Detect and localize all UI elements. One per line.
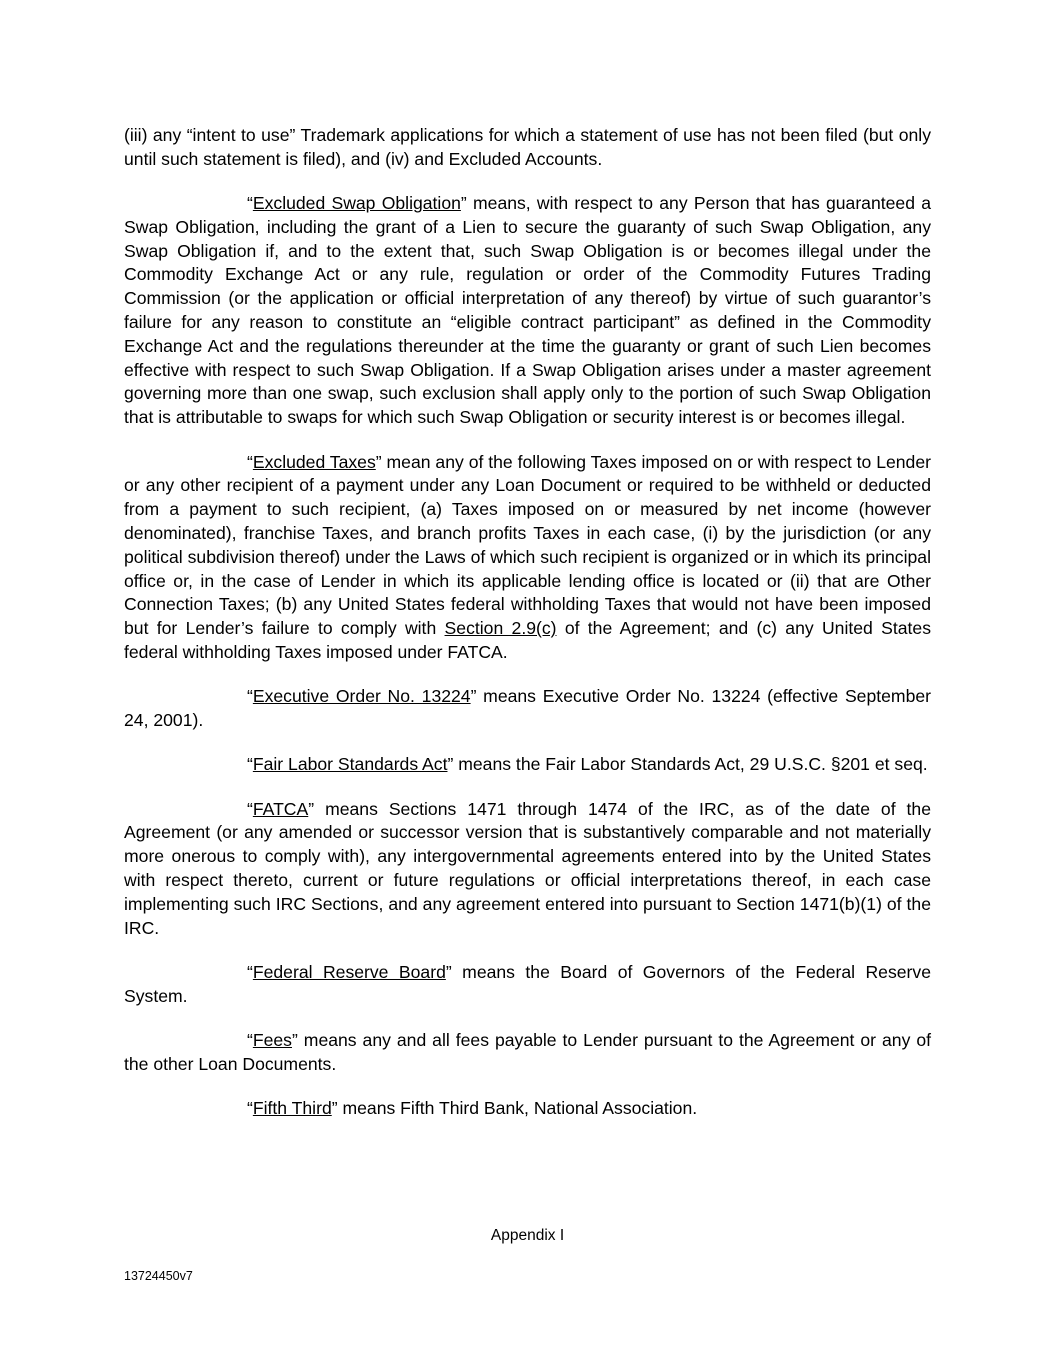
definition-text-continued: of the Agreement; and (c) any United States federal withholding Taxes imposed under FATCA. — [124, 618, 932, 662]
open-quote: “ — [247, 1098, 253, 1119]
open-quote: “ — [247, 798, 253, 819]
defined-term: Excluded Taxes — [252, 451, 376, 472]
document-id: 13724450v7 — [124, 1269, 193, 1283]
definition-excluded-taxes — [124, 451, 931, 665]
open-quote: “ — [247, 961, 253, 982]
definition-fair-labor-standards-act — [124, 753, 931, 777]
open-quote: “ — [247, 193, 253, 214]
definition-text: ” means any and all fees payable to Lender pursuant to the Agreement or any of the other Loan Documents. — [124, 1030, 931, 1074]
defined-term: Fees — [252, 1030, 292, 1050]
definition-fees — [124, 1029, 931, 1077]
defined-term: Executive Order No. 13224 — [252, 686, 471, 707]
defined-term: Fifth Third — [252, 1098, 332, 1119]
definition-text: ” mean any of the following Taxes imposed on or with respect to Lender or any other recipient of a payment under any Loan Document or required to be withheld or deducted from a payment to such recipient, (a) Taxes imposed on or measured by net income (however denominated), franchise Taxes, and branch profits Taxes in each case, (i) by the jurisdiction (or any political subdivision thereof) under the Laws of which such recipient is organized or in which its principal office or, in the case of Lender in which its applicable lending office is located or (ii) that are Other Connection Taxes; (b) any United States federal withholding Taxes that would not have been imposed but for Lender’s failure to comply with — [124, 451, 931, 639]
open-quote: “ — [247, 451, 253, 472]
open-quote: “ — [247, 754, 253, 775]
open-quote: “ — [247, 1030, 253, 1050]
defined-term: Fair Labor Standards Act — [252, 754, 448, 775]
defined-term: Federal Reserve Board — [252, 961, 446, 982]
document-body — [124, 124, 931, 1141]
section-reference: Section 2.9(c) — [444, 618, 557, 639]
definition-fatca — [124, 798, 931, 941]
definition-fifth-third — [124, 1097, 931, 1121]
definition-federal-reserve-board — [124, 961, 931, 1009]
definition-executive-order — [124, 685, 931, 733]
page-footer-label: Appendix I — [490, 1227, 565, 1244]
open-quote: “ — [247, 686, 253, 707]
definition-text: ” means Executive Order No. 13224 (effective September 24, 2001). — [124, 686, 932, 731]
defined-term: FATCA — [252, 798, 309, 819]
defined-term: Excluded Swap Obligation — [252, 193, 461, 214]
definition-text: ” means the Fair Labor Standards Act, 29 U.S.C. §201 et seq. — [447, 754, 928, 775]
definition-excluded-swap-obligation — [124, 192, 931, 430]
paragraph-text: (iii) any “intent to use” Trademark applications for which a statement of use has not been filed (but only until such statement is filed), and (iv) and Excluded Accounts. — [124, 125, 931, 169]
definition-text: ” means Sections 1471 through 1474 of the IRC, as of the date of the Agreement (or any amended or successor version that is substantively comparable and not materially more onerous to comply with), any intergovernmental agreements entered into by the United States with respect thereto, current or future regulations or official interpretations thereof, in each case implementing such IRC Sections, and any agreement entered into pursuant to Section 1471(b)(1) of the IRC. — [124, 798, 931, 938]
definition-text: ” means, with respect to any Person that has guaranteed a Swap Obligation, including the grant of a Lien to secure the guaranty of such Swap Obligation, any Swap Obligation if, and to the extent that, such Swap Obligation is or becomes illegal under the Commodity Exchange Act or any rule, regulation or order of the Commodity Futures Trading Commission (or the application or official interpretation of any thereof) by virtue of such guarantor’s failure for any reason to constitute an “eligible contract participant” as defined in the Commodity Exchange Act and the regulations thereunder at the time the guaranty or grant of such Lien becomes effective with respect to such Swap Obligation. If a Swap Obligation arises under a master agreement governing more than one swap, such exclusion shall apply only to the portion of such Swap Obligation that is attributable to swaps for which such Swap Obligation or security interest is or becomes illegal. — [124, 193, 931, 428]
definition-text: ” means the Board of Governors of the Federal Reserve System. — [124, 961, 931, 1006]
definition-text: ” means Fifth Third Bank, National Association. — [331, 1098, 698, 1119]
paragraph-continuation — [124, 124, 931, 172]
